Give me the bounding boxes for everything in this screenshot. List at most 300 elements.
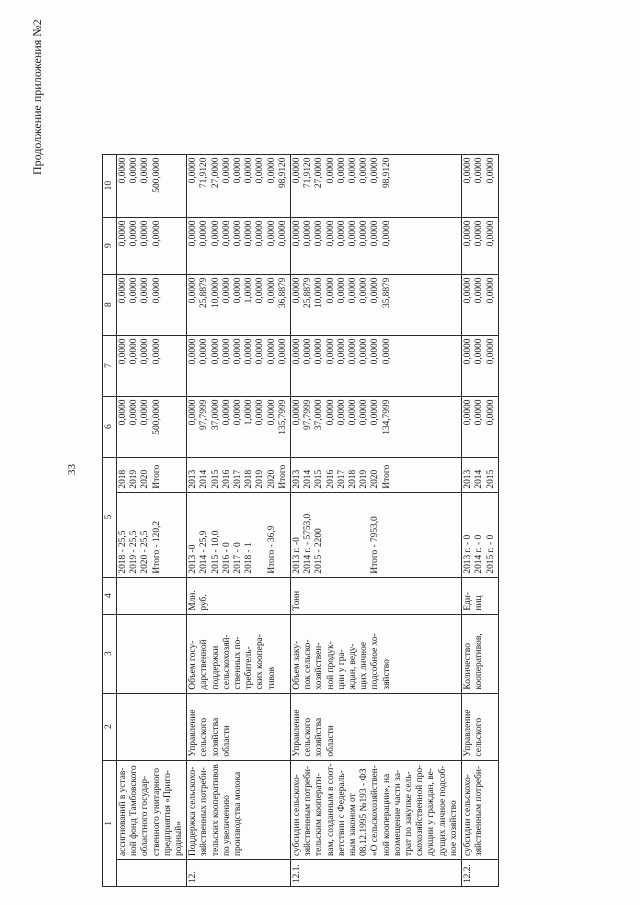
measure-name-line: дукции у граждан, ве-	[426, 768, 437, 856]
measure-name-line: тельских кооперативов	[210, 764, 221, 856]
col8-values-line: 0,0000	[129, 277, 140, 304]
col10-values-line: 0,0000	[244, 157, 255, 184]
col7-values	[291, 335, 462, 396]
col10-values-line: 71,9120	[303, 157, 314, 189]
col7-values-line: 0,0000	[292, 338, 303, 365]
indicator-name-line: Объем госу-	[188, 640, 199, 690]
col8-values-line: 25,8879	[303, 277, 314, 309]
target-values-line: 2017 - 0	[233, 542, 244, 574]
target-values-line: 2015 - 2200	[314, 528, 325, 574]
col6-values-line: 0,0000	[221, 399, 232, 426]
row-number	[117, 860, 187, 887]
measure-name	[187, 760, 291, 859]
indicator-name-line: хозяйствен-	[314, 642, 325, 690]
col7-values-line: 0,0000	[359, 338, 370, 365]
indicator-name	[462, 614, 499, 693]
target-values	[291, 492, 462, 577]
col-header-4: 4	[103, 577, 117, 614]
years-line: 2014	[474, 469, 485, 489]
indicator-name-line: подсобное хо-	[370, 633, 381, 690]
unit-of-measure-line: руб.	[199, 594, 210, 611]
measure-name-line: Поддержка сельскохо-	[188, 766, 199, 856]
col10-values-line: 0,0000	[463, 157, 474, 184]
col8-values-line: 1,0000	[244, 277, 255, 304]
col9-values-line: 0,0000	[244, 220, 255, 247]
table-row	[462, 154, 499, 886]
col9-values-line: 0,0000	[233, 220, 244, 247]
col6-values	[187, 396, 291, 457]
years-line: 2013	[188, 469, 199, 489]
col6-values-line: 97,7999	[199, 399, 210, 431]
col7-values	[187, 335, 291, 396]
target-values-line: 2014 г. - 5753,0	[303, 513, 314, 574]
col6-values-line: 0,0000	[325, 399, 336, 426]
indicator-name-line: ждан, веду-	[348, 643, 359, 690]
col10-values	[187, 154, 291, 217]
years	[462, 457, 499, 492]
target-values-line: Итого - 120,2	[151, 520, 162, 574]
years-line: 2013	[292, 469, 303, 489]
measure-name-line: «О сельскохозяйствен-	[370, 765, 381, 856]
target-values-line	[348, 496, 359, 574]
measure-name	[117, 760, 187, 859]
col6-values	[462, 396, 499, 457]
col6-values-line: 0,0000	[348, 399, 359, 426]
years-line: Итого	[381, 464, 392, 489]
measure-name-line: ветствии с Федераль-	[336, 770, 347, 856]
target-values-line: 2013 г. - 0	[463, 534, 474, 574]
col9-values-line: 0,0000	[151, 220, 162, 247]
measure-name-line: ассигнований в устав-	[118, 767, 128, 856]
col6-values-line: 0,0000	[359, 399, 370, 426]
responsible-org	[187, 693, 291, 760]
indicator-name-line: ной продук-	[325, 641, 336, 690]
col10-values	[291, 154, 462, 217]
responsible-org-line: Управление	[463, 709, 474, 757]
col6-values-line: 0,0000	[485, 399, 496, 426]
col6-values-line: 0,0000	[463, 399, 474, 426]
indicator-name-line: щих личное	[359, 641, 370, 690]
target-values-line: Итого - 7953,0	[370, 516, 381, 574]
target-values-line: Итого - 36,9	[266, 525, 277, 574]
col7-values-line: 0,0000	[325, 338, 336, 365]
col6-values-line: 134,7999	[381, 399, 392, 435]
col10-values-line: 0,0000	[255, 157, 266, 184]
target-values-line	[337, 496, 348, 574]
col7-values-line: 0,0000	[151, 338, 162, 365]
target-values-line: 2016 - 0	[221, 542, 232, 574]
target-values-line: 2014 г. - 0	[474, 534, 485, 574]
col9-values-line: 0,0000	[221, 220, 232, 247]
col10-values-line: 0,0000	[129, 157, 140, 184]
continuation-title: Продолжение приложения №2	[30, 19, 44, 175]
col8-values-line: 0,0000	[485, 277, 496, 304]
page-number: 33	[66, 464, 78, 475]
unit-of-measure-line: Тонн	[292, 590, 303, 611]
col8-values-line: 0,0000	[151, 277, 162, 304]
col7-values-line: 0,0000	[188, 338, 199, 365]
col10-values-line: 71,9120	[199, 157, 210, 189]
target-values-line: 2018 - 1	[244, 542, 255, 574]
col8-values-line: 25,8879	[199, 277, 210, 309]
years-line: 2020	[266, 469, 277, 489]
col6-values-line: 0,0000	[118, 399, 128, 426]
col10-values-line: 0,0000	[292, 157, 303, 184]
row-number-text: 12.2.	[463, 864, 474, 883]
years-line: 2014	[199, 469, 210, 489]
years-line: 2019	[255, 469, 266, 489]
col8-values-line: 10,0000	[210, 277, 221, 309]
row-number	[291, 860, 462, 887]
years-line: 2017	[336, 469, 347, 489]
measure-name	[462, 760, 499, 859]
col7-values-line: 0,0000	[303, 338, 314, 365]
indicator-name-line: Объем заку-	[292, 640, 303, 690]
col9-values	[291, 217, 462, 274]
col6-values-line: 0,0000	[255, 399, 266, 426]
target-values-line	[326, 496, 337, 574]
col9-values-line: 0,0000	[210, 220, 221, 247]
measure-name-line: ное хозяйство	[448, 800, 459, 856]
col8-values-line: 35,8879	[381, 277, 392, 309]
col9-values	[187, 217, 291, 274]
years-line: 2019	[129, 469, 140, 489]
col8-values	[462, 274, 499, 335]
years	[291, 457, 462, 492]
measure-name-line: производства молока	[233, 771, 244, 856]
col9-values-line: 0,0000	[199, 220, 210, 247]
col8-values-line: 36,8879	[277, 277, 288, 309]
col8-values-line: 0,0000	[474, 277, 485, 304]
indicator-name	[117, 614, 187, 693]
years-line: Итого	[151, 464, 162, 489]
indicator-name-line: Количество	[463, 643, 474, 690]
col8-values-line: 0,0000	[336, 277, 347, 304]
col9-values-line: 0,0000	[325, 220, 336, 247]
col6-values-line: 0,0000	[129, 399, 140, 426]
years-line: 2016	[221, 469, 232, 489]
responsible-org	[291, 693, 462, 760]
indicator-name-line: кооперативов,	[474, 633, 485, 690]
years	[117, 457, 187, 492]
responsible-org-line: Управление	[188, 709, 199, 757]
col9-values-line: 0,0000	[277, 220, 288, 247]
measure-name-line: зяйственным потреби-	[303, 766, 314, 856]
measure-name-line: тельским кооперати-	[314, 773, 325, 856]
indicator-name-line: ции у гра-	[336, 649, 347, 690]
years-line: 2020	[370, 469, 381, 489]
measure-name-line: зяйственных потреби-	[199, 767, 210, 856]
years-line: 2018	[118, 469, 128, 489]
measure-name-line: возмещение части за-	[392, 769, 403, 856]
col7-values	[117, 335, 187, 396]
col8-values-line: 0,0000	[348, 277, 359, 304]
indicator-name	[291, 614, 462, 693]
years-line: 2016	[325, 469, 336, 489]
measure-name-line: дущих личное подсоб-	[437, 765, 448, 856]
responsible-org-line: области	[325, 725, 336, 757]
col-header-9: 9	[103, 217, 117, 274]
col7-values-line: 0,0000	[485, 338, 496, 365]
years-line: 2014	[303, 469, 314, 489]
indicator-name-line: пок сельско-	[303, 639, 314, 690]
col8-values-line: 0,0000	[188, 277, 199, 304]
col8-values-line: 0,0000	[140, 277, 151, 304]
col9-values	[462, 217, 499, 274]
col9-values-line: 0,0000	[348, 220, 359, 247]
col9-values-line: 0,0000	[188, 220, 199, 247]
col8-values	[117, 274, 187, 335]
years-line: 2018	[348, 469, 359, 489]
program-table	[102, 154, 499, 887]
col10-values-line: 0,0000	[118, 157, 128, 184]
col10-values-line: 0,0000	[348, 157, 359, 184]
col9-values-line: 0,0000	[474, 220, 485, 247]
col7-values-line: 0,0000	[140, 338, 151, 365]
target-values	[187, 492, 291, 577]
col10-values	[117, 154, 187, 217]
col9-values-line: 0,0000	[118, 220, 128, 247]
col9-values-line: 0,0000	[370, 220, 381, 247]
col6-values-line: 0,0000	[233, 399, 244, 426]
col7-values-line: 0,0000	[336, 338, 347, 365]
row-number-text: 12.1.	[292, 864, 303, 883]
table-row	[187, 154, 291, 886]
col6-values-line: 1,0000	[244, 399, 255, 426]
measure-name-line: зяйственным потреби-	[474, 766, 485, 856]
indicator-name-line: зяйство	[381, 659, 392, 690]
responsible-org	[462, 693, 499, 760]
target-values-line: 2015 - 10,0	[210, 530, 221, 574]
column-header-row	[103, 154, 117, 886]
col8-values-line: 0,0000	[255, 277, 266, 304]
responsible-org	[117, 693, 187, 760]
responsible-org-line: хозяйства	[314, 717, 325, 757]
col10-values-line: 0,0000	[325, 157, 336, 184]
col7-values-line: 0,0000	[199, 338, 210, 365]
col7-values-line: 0,0000	[370, 338, 381, 365]
col10-values-line: 0,0000	[359, 157, 370, 184]
col7-values-line: 0,0000	[210, 338, 221, 365]
col9-values	[117, 217, 187, 274]
measure-name-line: ственного унитарного	[151, 768, 162, 856]
col6-values-line: 0,0000	[140, 399, 151, 426]
col6-values-line: 500,0000	[151, 399, 162, 435]
measure-name-line: субсидии сельскохо-	[463, 774, 474, 856]
indicator-name	[187, 614, 291, 693]
col6-values-line: 0,0000	[292, 399, 303, 426]
unit-of-measure	[462, 577, 499, 614]
indicator-name-line: дарственной	[199, 639, 210, 690]
col6-values-line: 0,0000	[266, 399, 277, 426]
target-values-line: 2015 г. - 0	[485, 534, 496, 574]
col-header-1: 1	[103, 760, 117, 886]
responsible-org-line: сельского	[474, 717, 485, 757]
target-values-line: 2014 - 25,9	[199, 530, 210, 574]
col-header-5: 5	[103, 457, 117, 577]
col9-values-line: 0,0000	[485, 220, 496, 247]
table-row	[291, 154, 462, 886]
measure-name-line: по увеличению	[221, 795, 232, 856]
measure-name	[291, 760, 462, 859]
col-header-8: 8	[103, 274, 117, 335]
col9-values-line: 0,0000	[314, 220, 325, 247]
measure-name-line: трат по закупке сель-	[404, 771, 415, 856]
measure-name-line: 08.12.1995 №193 - ФЗ	[359, 768, 370, 856]
col8-values	[187, 274, 291, 335]
col9-values-line: 0,0000	[381, 220, 392, 247]
col9-values-line: 0,0000	[336, 220, 347, 247]
col9-values-line: 0,0000	[303, 220, 314, 247]
col6-values-line: 97,7999	[303, 399, 314, 431]
col9-values-line: 0,0000	[292, 220, 303, 247]
col7-values-line: 0,0000	[118, 338, 128, 365]
measure-name-line: вам, созданным в соот-	[325, 763, 336, 856]
col7-values-line: 0,0000	[463, 338, 474, 365]
col8-values-line: 0,0000	[325, 277, 336, 304]
responsible-org-line: сельского	[303, 717, 314, 757]
years-line: 2013	[463, 469, 474, 489]
measure-name-line: родный»	[174, 821, 185, 856]
responsible-org-line: хозяйства	[210, 717, 221, 757]
target-values-line: 2013 -0	[188, 544, 199, 574]
target-values	[117, 492, 187, 577]
col10-values-line: 0,0000	[474, 157, 485, 184]
measure-name-line: субсидии сельскохо-	[292, 774, 303, 856]
col6-values-line: 0,0000	[188, 399, 199, 426]
col10-values-line: 0,0000	[221, 157, 232, 184]
measure-name-line: ной фонд Тамбовского	[129, 765, 140, 856]
col7-values-line: 0,0000	[474, 338, 485, 365]
col8-values-line: 0,0000	[118, 277, 128, 304]
years-line: 2015	[314, 469, 325, 489]
table-row	[117, 154, 187, 886]
target-values-line: 2018 - 25,5	[118, 530, 128, 574]
col9-values-line: 0,0000	[463, 220, 474, 247]
measure-name-line: ной кооперации», на	[381, 773, 392, 856]
target-values-line: 2020 - 25,5	[140, 530, 151, 574]
col10-values-line: 0,0000	[140, 157, 151, 184]
col10-values-line: 0,0000	[370, 157, 381, 184]
unit-of-measure-line: ниц	[474, 595, 485, 611]
unit-of-measure-line: Еди-	[463, 591, 474, 611]
col8-values-line: 0,0000	[359, 277, 370, 304]
col7-values-line: 0,0000	[129, 338, 140, 365]
target-values-line	[359, 496, 370, 574]
col10-values	[462, 154, 499, 217]
col10-values-line: 0,0000	[266, 157, 277, 184]
col8-values-line: 0,0000	[370, 277, 381, 304]
target-values	[462, 492, 499, 577]
col7-values-line: 0,0000	[348, 338, 359, 365]
target-values-line: 2013 г. -0	[292, 537, 303, 574]
col7-values-line: 0,0000	[381, 338, 392, 365]
responsible-org-line: сельского	[199, 717, 210, 757]
col10-values-line: 27,0000	[314, 157, 325, 189]
col7-values-line: 0,0000	[277, 338, 288, 365]
col10-values-line: 0,0000	[233, 157, 244, 184]
target-values-line	[255, 496, 266, 574]
target-values-line: 2019 - 25,5	[129, 530, 140, 574]
col-header-6: 6	[103, 396, 117, 457]
years-line: 2015	[485, 469, 496, 489]
col8-values-line: 0,0000	[233, 277, 244, 304]
responsible-org-line: области	[221, 725, 232, 757]
indicator-name-line: ственных по-	[233, 636, 244, 690]
unit-of-measure	[117, 577, 187, 614]
measure-name-line: ным законом от	[348, 793, 359, 856]
col9-values-line: 0,0000	[359, 220, 370, 247]
col10-values-line: 0,0000	[485, 157, 496, 184]
measure-name-line: скохозяйственной про-	[415, 764, 426, 856]
col7-values-line: 0,0000	[255, 338, 266, 365]
col6-values-line: 0,0000	[336, 399, 347, 426]
col6-values-line: 37,0000	[314, 399, 325, 431]
years-line: 2019	[359, 469, 370, 489]
col7-values-line: 0,0000	[244, 338, 255, 365]
col10-values-line: 0,0000	[188, 157, 199, 184]
col6-values-line: 37,0000	[210, 399, 221, 431]
col10-values-line: 98,9120	[381, 157, 392, 189]
indicator-name-line: требитель-	[244, 646, 255, 690]
col6-values-line: 0,0000	[370, 399, 381, 426]
col8-values-line: 0,0000	[292, 277, 303, 304]
col7-values-line: 0,0000	[233, 338, 244, 365]
years-line: 2020	[140, 469, 151, 489]
years	[187, 457, 291, 492]
col8-values	[291, 274, 462, 335]
col-header-3: 3	[103, 614, 117, 693]
col10-values-line: 98,9120	[277, 157, 288, 189]
indicator-name-line: сельскохозяй-	[221, 634, 232, 690]
col8-values-line: 0,0000	[221, 277, 232, 304]
indicator-name-line: поддержки	[210, 645, 221, 690]
col6-values	[117, 396, 187, 457]
responsible-org-line: Управление	[292, 709, 303, 757]
col6-values	[291, 396, 462, 457]
years-line: Итого	[277, 464, 288, 489]
col7-values-line: 0,0000	[266, 338, 277, 365]
col10-values-line: 500,0000	[151, 157, 162, 193]
measure-name-line: областного государ-	[140, 775, 151, 856]
col9-values-line: 0,0000	[140, 220, 151, 247]
col7-values-line: 0,0000	[221, 338, 232, 365]
col9-values-line: 0,0000	[266, 220, 277, 247]
col-header-7: 7	[103, 335, 117, 396]
col7-values-line: 0,0000	[314, 338, 325, 365]
years-line: 2018	[244, 469, 255, 489]
indicator-name-line: тивов	[266, 666, 277, 690]
measure-name-line: предприятия «Приго-	[162, 770, 173, 856]
col10-values-line: 0,0000	[336, 157, 347, 184]
years-line: 2017	[233, 469, 244, 489]
row-number	[462, 860, 499, 887]
col-header-2: 2	[103, 693, 117, 760]
unit-of-measure-line: Млн.	[188, 590, 199, 611]
col10-values-line: 27,0000	[210, 157, 221, 189]
col8-values-line: 0,0000	[463, 277, 474, 304]
col7-values	[462, 335, 499, 396]
unit-of-measure	[291, 577, 462, 614]
unit-of-measure	[187, 577, 291, 614]
col9-values-line: 0,0000	[129, 220, 140, 247]
indicator-name-line: ских коопера-	[255, 634, 266, 690]
col8-values-line: 0,0000	[266, 277, 277, 304]
col8-values-line: 10,0000	[314, 277, 325, 309]
col9-values-line: 0,0000	[255, 220, 266, 247]
col6-values-line: 135,7999	[277, 399, 288, 435]
col-header-10: 10	[103, 154, 117, 217]
